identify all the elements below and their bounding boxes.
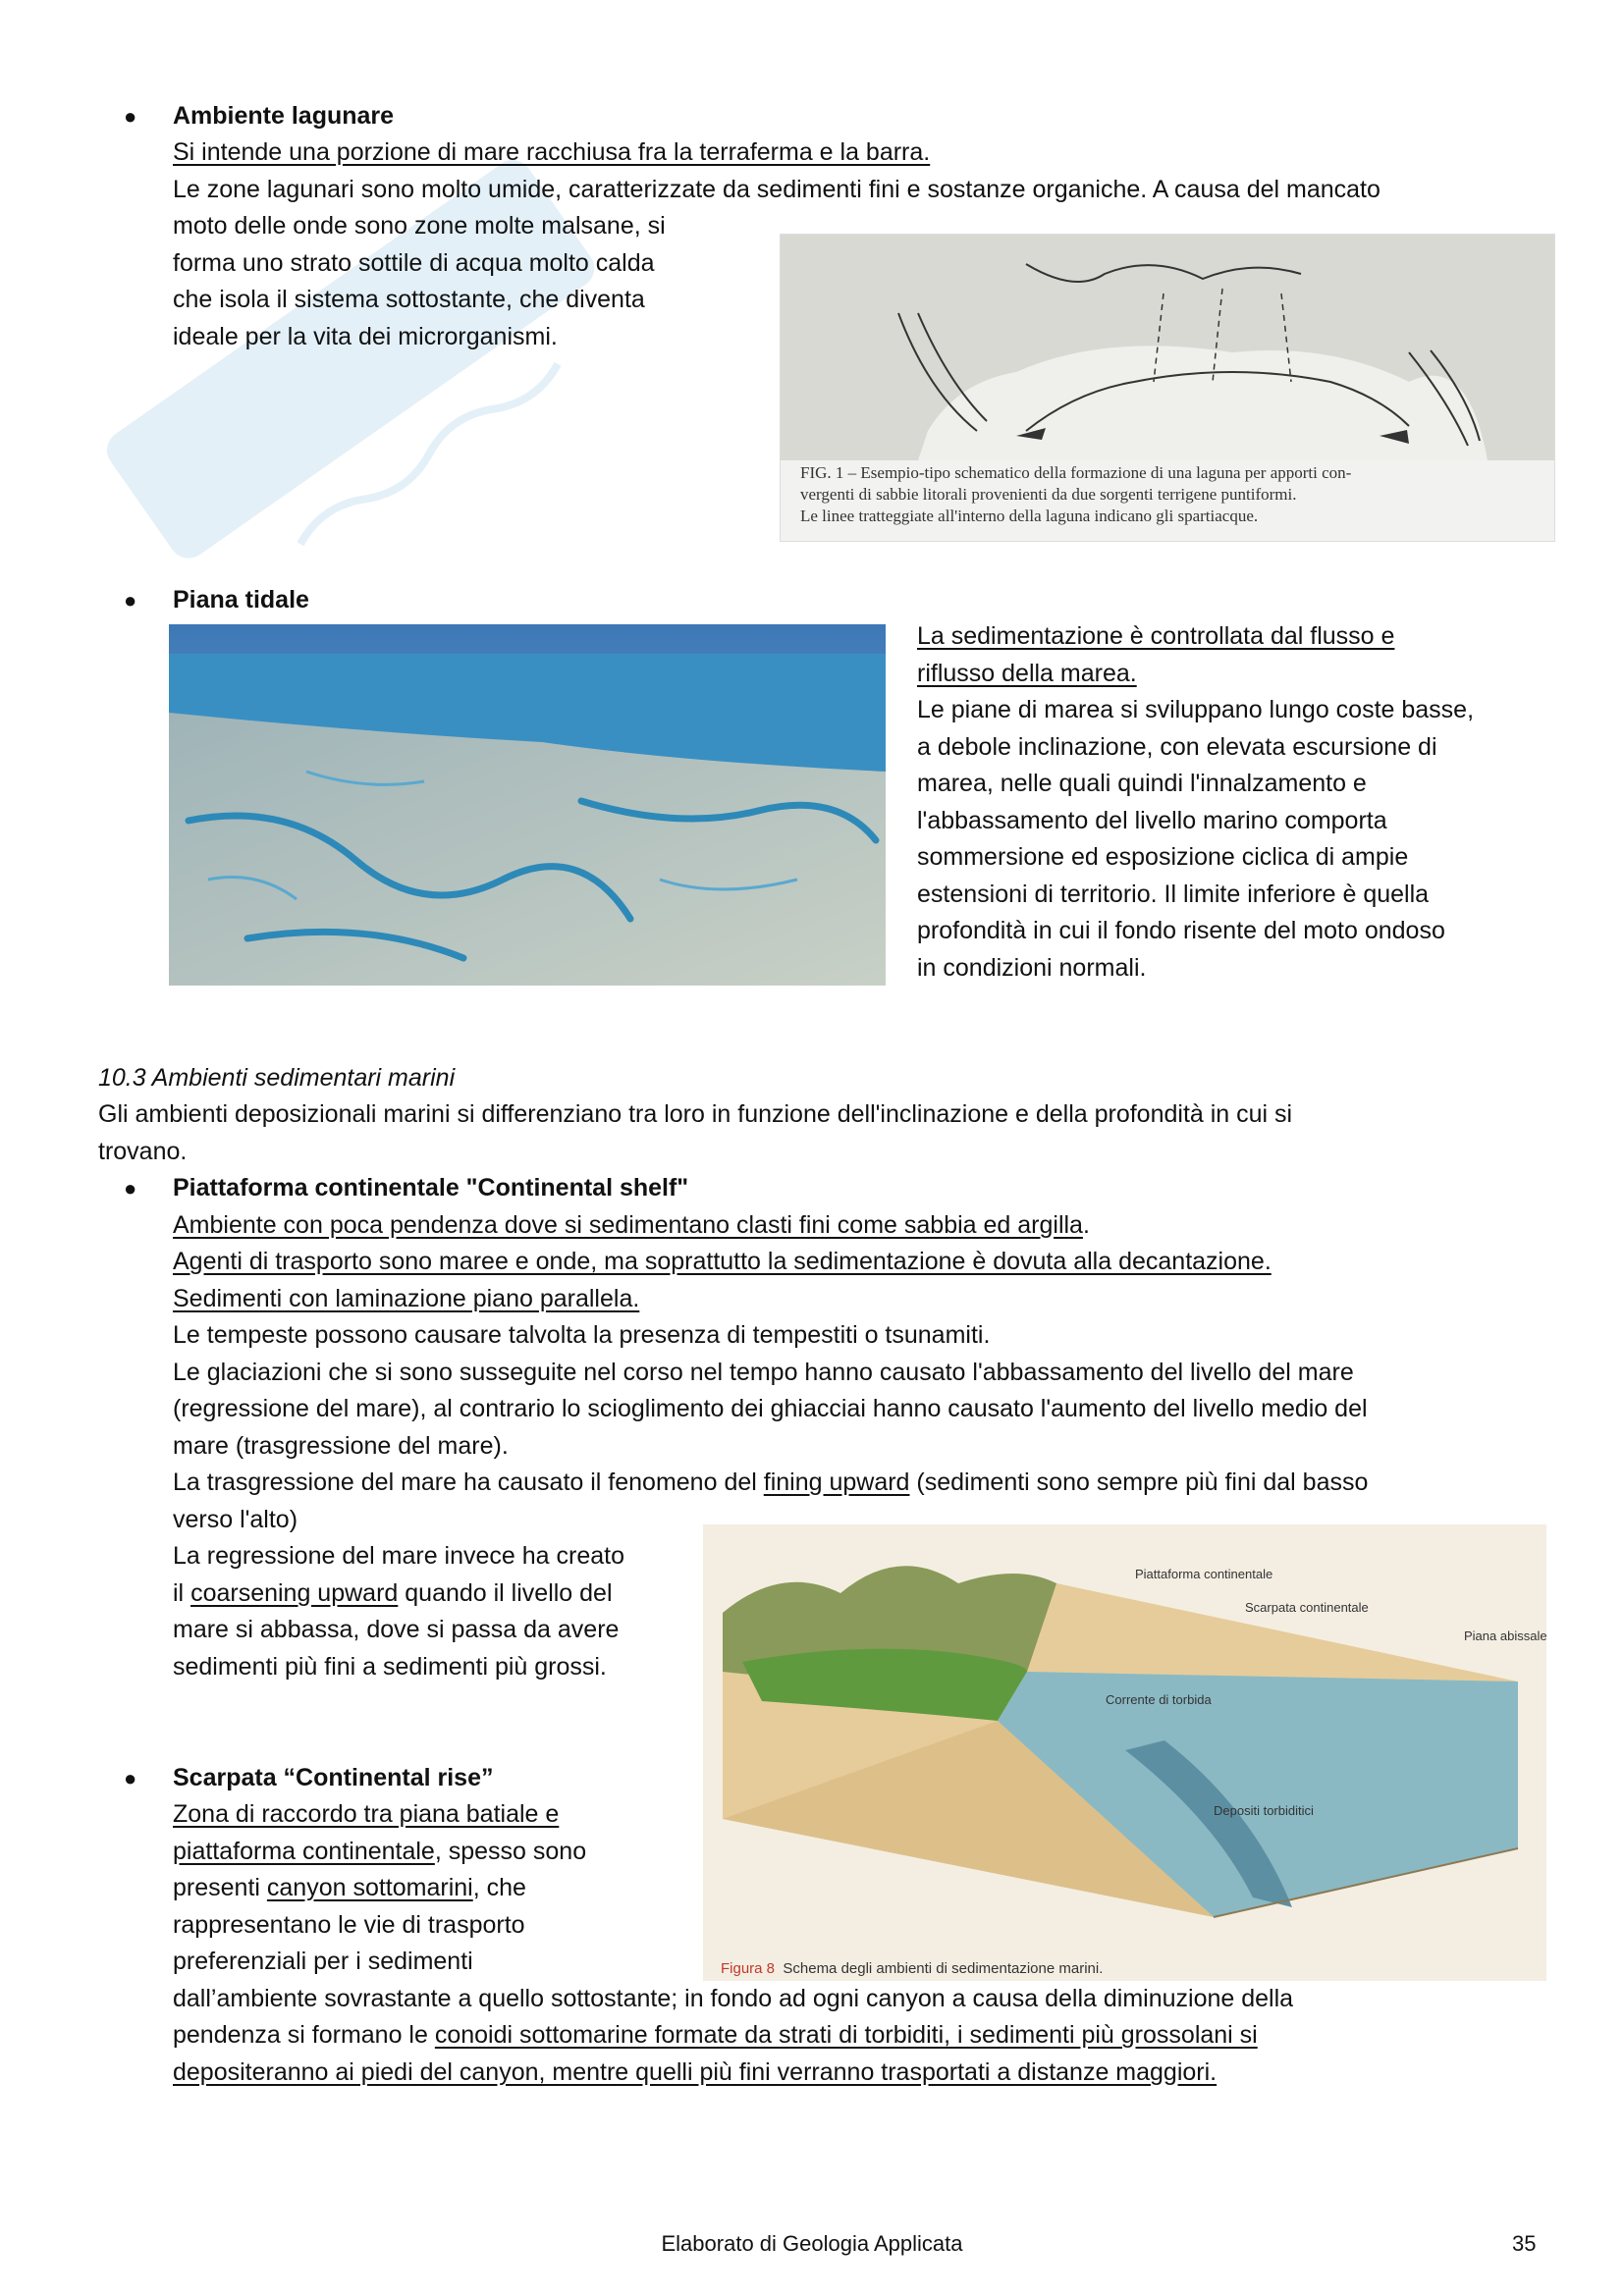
lagoon-sketch — [781, 235, 1554, 460]
label-piana-abissale: Piana abissale — [1464, 1629, 1547, 1643]
section-heading-marini: 10.3 Ambienti sedimentari marini — [98, 1064, 456, 1092]
shelf-line: il coarsening upward quando il livello del — [173, 1579, 613, 1607]
bullet: ● — [124, 588, 137, 613]
shelf-line: mare (trasgressione del mare). — [173, 1432, 509, 1460]
shelf-line: (regressione del mare), al contrario lo scioglimento dei ghiacciai hanno causato l'aumento del livello medio del — [173, 1395, 1368, 1422]
footer-title: Elaborato di Geologia Applicata — [661, 2231, 963, 2256]
shelf-line: Agenti di trasporto sono maree e onde, ma soprattutto la sedimentazione è dovuta alla decantazione. — [173, 1248, 1272, 1275]
rise-line: presenti canyon sottomarini, che — [173, 1874, 526, 1901]
shelf-line: Le glaciazioni che si sono susseguite nel corso nel tempo hanno causato l'abbassamento del livello del mare — [173, 1359, 1354, 1386]
bullet: ● — [124, 1176, 137, 1201]
lagunare-body: Le zone lagunari sono molto umide, caratterizzate da sedimenti fini e sostanze organiche. A causa del mancato — [173, 176, 1380, 203]
rise-line: dall’ambiente sovrastante a quello sottostante; in fondo ad ogni canyon a causa della diminuzione della — [173, 1985, 1294, 2012]
rise-line: Zona di raccordo tra piana batiale e — [173, 1800, 560, 1828]
marini-intro: trovano. — [98, 1138, 188, 1165]
piana-tidale-line: in condizioni normali. — [917, 953, 1147, 982]
piana-tidale-line: riflusso della marea. — [917, 659, 1137, 687]
piana-tidale-line: l'abbassamento del livello marino comporta — [917, 806, 1387, 834]
lagunare-body: che isola il sistema sottostante, che diventa — [173, 286, 645, 313]
section-title-piana-tidale: Piana tidale — [173, 586, 309, 614]
label-corrente-torbida: Corrente di torbida — [1106, 1692, 1212, 1707]
marine-environments-figure — [703, 1524, 1546, 1981]
shelf-line: verso l'alto) — [173, 1506, 298, 1533]
piana-tidale-line: La sedimentazione è controllata dal flusso e — [917, 622, 1395, 650]
label-piattaforma: Piattaforma continentale — [1135, 1567, 1273, 1581]
label-depositi: Depositi torbiditici — [1214, 1803, 1314, 1818]
piana-tidale-line: a debole inclinazione, con elevata escursione di — [917, 732, 1437, 761]
shelf-line: Le tempeste possono causare talvolta la presenza di tempestiti o tsunamiti. — [173, 1321, 991, 1349]
marine-block-diagram — [703, 1524, 1546, 1942]
section-title-shelf: Piattaforma continentale "Continental shelf" — [173, 1174, 689, 1201]
marini-intro: Gli ambienti deposizionali marini si differenziano tra loro in funzione dell'inclinazione e della profondità in cui si — [98, 1100, 1293, 1128]
figure-caption: Figura 8 Schema degli ambienti di sedimentazione marini. — [721, 1960, 1104, 1977]
rise-line: rappresentano le vie di trasporto — [173, 1911, 525, 1939]
rise-line: pendenza si formano le conoidi sottomarine formate da strati di torbiditi, i sedimenti più grossolani si — [173, 2021, 1258, 2049]
lagunare-body: forma uno strato sottile di acqua molto calda — [173, 249, 655, 277]
section-title-lagunare: Ambiente lagunare — [173, 102, 395, 130]
tidal-flat-photo — [169, 624, 886, 986]
rise-line: preferenziali per i sedimenti — [173, 1948, 473, 1975]
shelf-line: mare si abbassa, dove si passa da avere — [173, 1616, 620, 1643]
shelf-line: La regressione del mare invece ha creato — [173, 1542, 624, 1570]
rise-line: depositeranno ai piedi del canyon, mentre quelli più fini verranno trasportati a distanze maggiori. — [173, 2058, 1218, 2086]
lagunare-body: ideale per la vita dei microrganismi. — [173, 323, 558, 350]
piana-tidale-line: marea, nelle quali quindi l'innalzamento e — [917, 770, 1367, 797]
lagunare-definition: Si intende una porzione di mare racchiusa fra la terraferma e la barra. — [173, 138, 931, 166]
lagoon-figure — [780, 234, 1555, 542]
page-number: 35 — [1512, 2231, 1537, 2256]
piana-tidale-line: profondità in cui il fondo risente del moto ondoso — [917, 917, 1445, 944]
section-title-rise: Scarpata “Continental rise” — [173, 1764, 494, 1791]
shelf-line: Sedimenti con laminazione piano parallela. — [173, 1285, 640, 1312]
label-scarpata: Scarpata continentale — [1245, 1600, 1369, 1615]
shelf-line: La trasgressione del mare ha causato il fenomeno del fining upward (sedimenti sono sempre più fini dal basso — [173, 1468, 1369, 1496]
piana-tidale-line: Le piane di marea si sviluppano lungo coste basse, — [917, 696, 1475, 723]
piana-tidale-line: estensioni di territorio. Il limite inferiore è quella — [917, 880, 1430, 908]
shelf-line: Ambiente con poca pendenza dove si sedimentano clasti fini come sabbia ed argilla. — [173, 1211, 1090, 1239]
bullet: ● — [124, 104, 137, 129]
bullet: ● — [124, 1766, 137, 1790]
shelf-line: sedimenti più fini a sedimenti più grossi. — [173, 1653, 607, 1681]
rise-line: piattaforma continentale, spesso sono — [173, 1838, 587, 1865]
figure-caption: FIG. 1 – Esempio-tipo schematico della formazione di una laguna per apporti con- vergenti di sabbie litorali provenienti da due sorgenti terrigene puntiformi. Le linee tratteggiate all'interno della laguna indicano gli spartiacque. — [800, 463, 1352, 525]
piana-tidale-line: sommersione ed esposizione ciclica di ampie — [917, 843, 1409, 871]
lagunare-body: moto delle onde sono zone molte malsane, si — [173, 212, 666, 240]
